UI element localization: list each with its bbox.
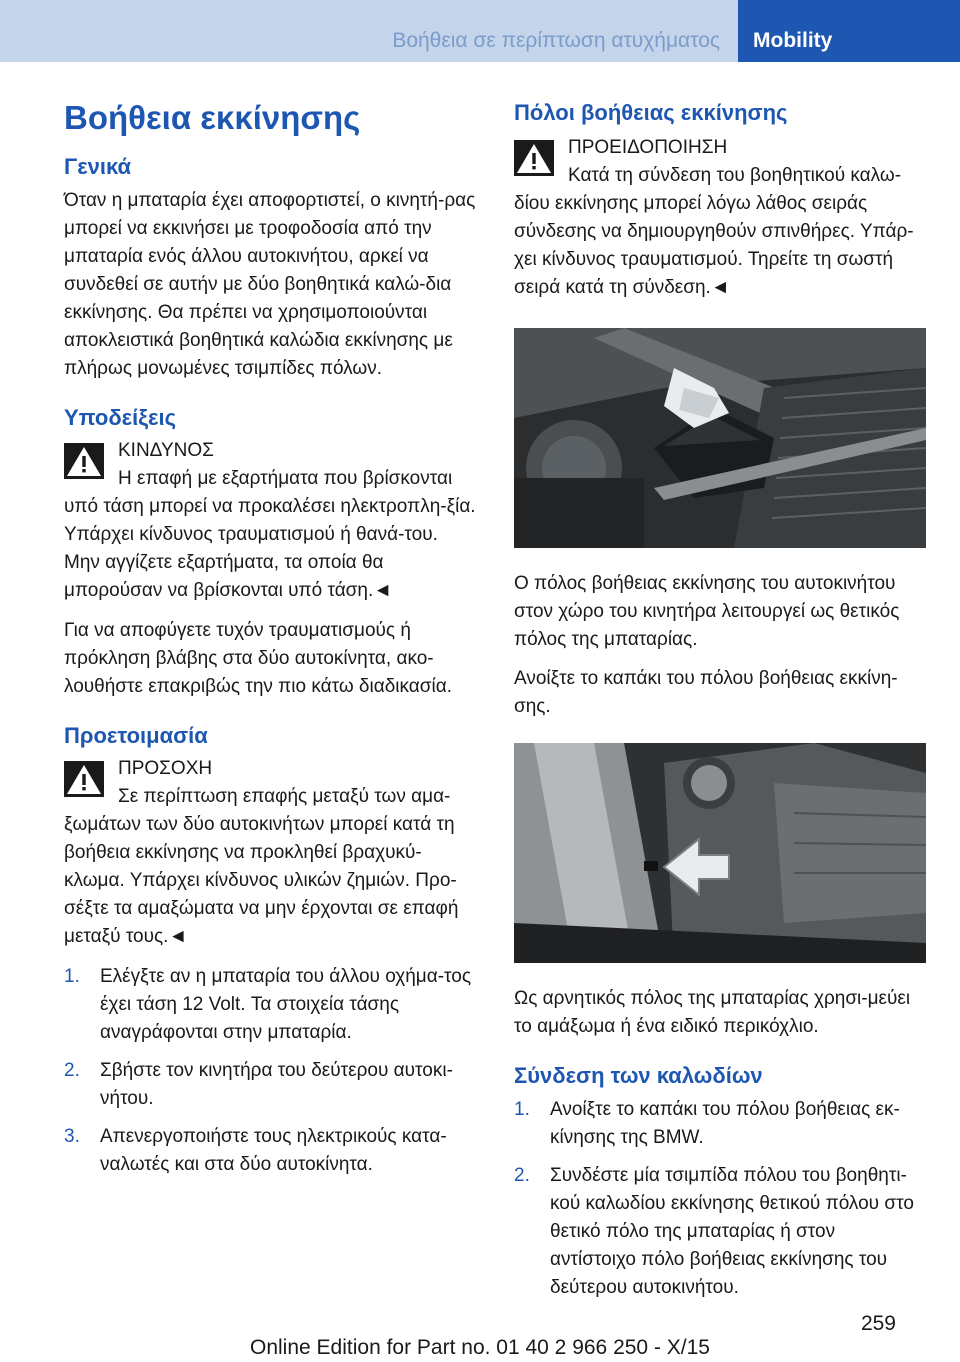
warning-triangle-icon bbox=[514, 140, 554, 176]
notes-heading: Υποδείξεις bbox=[64, 404, 177, 430]
step-number: 2. bbox=[514, 1164, 530, 1186]
list-item bbox=[514, 1162, 926, 1302]
section-title: Βοήθεια σε περίπτωση ατυχήματος bbox=[392, 29, 720, 52]
photo2-caption: Ως αρνητικός πόλος της μπαταρίας χρησι-μεύει το αμάξωμα ή ένα ειδικό περικόχλιο. bbox=[514, 988, 911, 1038]
warning-triangle-icon bbox=[64, 761, 104, 797]
cables-steps-list bbox=[514, 1096, 926, 1302]
chapter-tab-label: Mobility bbox=[753, 29, 833, 52]
step-text: Σβήστε τον κινητήρα του δεύτερου αυτοκι-νήτου. bbox=[100, 1060, 453, 1110]
caution-title: ΠΡΟΣΟΧΗ bbox=[118, 758, 213, 780]
step-number: 3. bbox=[64, 1126, 80, 1148]
page-footer bbox=[0, 1312, 960, 1362]
step-text: Απενεργοποιήστε τους ηλεκτρικούς κατα-ναλωτές και στα δύο αυτοκίνητα. bbox=[100, 1126, 447, 1176]
negative-ground-photo bbox=[514, 743, 926, 963]
edition-line: Online Edition for Part no. 01 40 2 966 250 - X/15 bbox=[250, 1336, 710, 1359]
section-title-bar bbox=[0, 0, 738, 62]
step-text: Ανοίξτε το καπάκι του πόλου βοήθειας εκ-κίνησης της BMW. bbox=[550, 1098, 900, 1148]
left-column bbox=[64, 100, 476, 1189]
general-text: Όταν η μπαταρία έχει αποφορτιστεί, ο κινητή-ρας μπορεί να εκκινήσει με τροφοδοσία από την μπαταρία ενός άλλου αυτοκινήτου, αρκεί να συνδεθεί σε αυτήν με δύο βοηθητικά καλώ-δια εκκίνησης. Θα πρέπει να χρησιμοποιούνται αποκλειστικά βοηθητικά καλώδια εκκίνησης με πλήρως μονωμένες τσιμπίδες πόλων. bbox=[64, 189, 476, 379]
warning-text: Κατά τη σύνδεση του βοηθητικού καλω-δίου εκκίνησης μπορεί λόγω λάθος σειράς σύνδεσης να δημιουργηθούν σπινθήρες. Υπάρ-χει κίνδυνος τραυματισμού. Τηρείτε τη σωστή σειρά κατά τη σύνδεση.◄ bbox=[514, 165, 914, 299]
page-title: Βοήθεια εκκίνησης bbox=[64, 99, 361, 136]
danger-text: Η επαφή με εξαρτήματα που βρίσκονται υπό τάση μπορεί να προκαλέσει ηλεκτροπλη-ξία. Υπάρχει κίνδυνος τραυματισμού ή θανά-του. Μην αγγίζετε εξαρτήματα, τα οποία θα μπορούσαν να βρίσκονται υπό τάση.◄ bbox=[64, 468, 476, 602]
caution-text: Σε περίπτωση επαφής μεταξύ των αμα-ξωμάτων των δύο αυτοκινήτων μπορεί κατά τη βοήθεια εκκίνησης να προκληθεί βραχυκύ-κλωμα. Υπάρχει κίνδυνος υλικών ζημιών. Προ-σέξτε τα αμαξώματα να μην έρχονται σε επαφή μεταξύ τους.◄ bbox=[64, 786, 459, 948]
warning-title: ΠΡΟΕΙΔΟΠΟΙΗΣΗ bbox=[568, 137, 728, 159]
photo1-instruction: Ανοίξτε το καπάκι του πόλου βοήθειας εκκίνη-σης. bbox=[514, 668, 898, 718]
list-item bbox=[64, 1057, 476, 1113]
right-column bbox=[514, 100, 926, 1312]
notes-text: Για να αποφύγετε τυχόν τραυματισμούς ή πρόκληση βλάβης στα δύο αυτοκίνητα, ακο-λουθήστε επακριβώς την πιο κάτω διαδικασία. bbox=[64, 620, 452, 698]
step-text: Συνδέστε μία τσιμπίδα πόλου του βοηθητι-κού καλωδίου εκκίνησης θετικού πόλου στο θετικό πόλο της μπαταρίας ή στον αντίστοιχο πόλο βοήθειας εκκίνησης του δεύτερου αυτοκινήτου. bbox=[550, 1164, 914, 1298]
list-item bbox=[514, 1096, 926, 1152]
positive-terminal-photo bbox=[514, 328, 926, 548]
page-header bbox=[0, 0, 960, 62]
page-number: 259 bbox=[860, 1312, 896, 1335]
warning-notice bbox=[514, 134, 926, 302]
step-number: 1. bbox=[514, 1098, 530, 1120]
danger-title: ΚΙΝΔΥΝΟΣ bbox=[118, 440, 214, 462]
caution-notice bbox=[64, 755, 476, 951]
photo1-caption: Ο πόλος βοήθειας εκκίνησης του αυτοκινήτου στον χώρο του κινητήρα λειτουργεί ως θετικός πόλος της μπαταρίας. bbox=[514, 573, 900, 651]
poles-heading: Πόλοι βοήθειας εκκίνησης bbox=[514, 100, 788, 125]
step-number: 2. bbox=[64, 1060, 80, 1082]
cables-heading: Σύνδεση των καλωδίων bbox=[514, 1063, 763, 1089]
step-number: 1. bbox=[64, 966, 80, 988]
prep-heading: Προετοιμασία bbox=[64, 723, 208, 749]
general-heading: Γενικά bbox=[64, 154, 132, 180]
list-item bbox=[64, 1123, 476, 1179]
warning-triangle-icon bbox=[64, 443, 104, 479]
chapter-tab bbox=[738, 0, 960, 62]
list-item bbox=[64, 963, 476, 1047]
step-text: Ελέγξτε αν η μπαταρία του άλλου οχήμα-τος έχει τάση 12 Volt. Τα στοιχεία τάσης αναγράφονται στην μπαταρία. bbox=[100, 966, 472, 1044]
prep-steps-list bbox=[64, 963, 476, 1179]
danger-notice bbox=[64, 437, 476, 605]
